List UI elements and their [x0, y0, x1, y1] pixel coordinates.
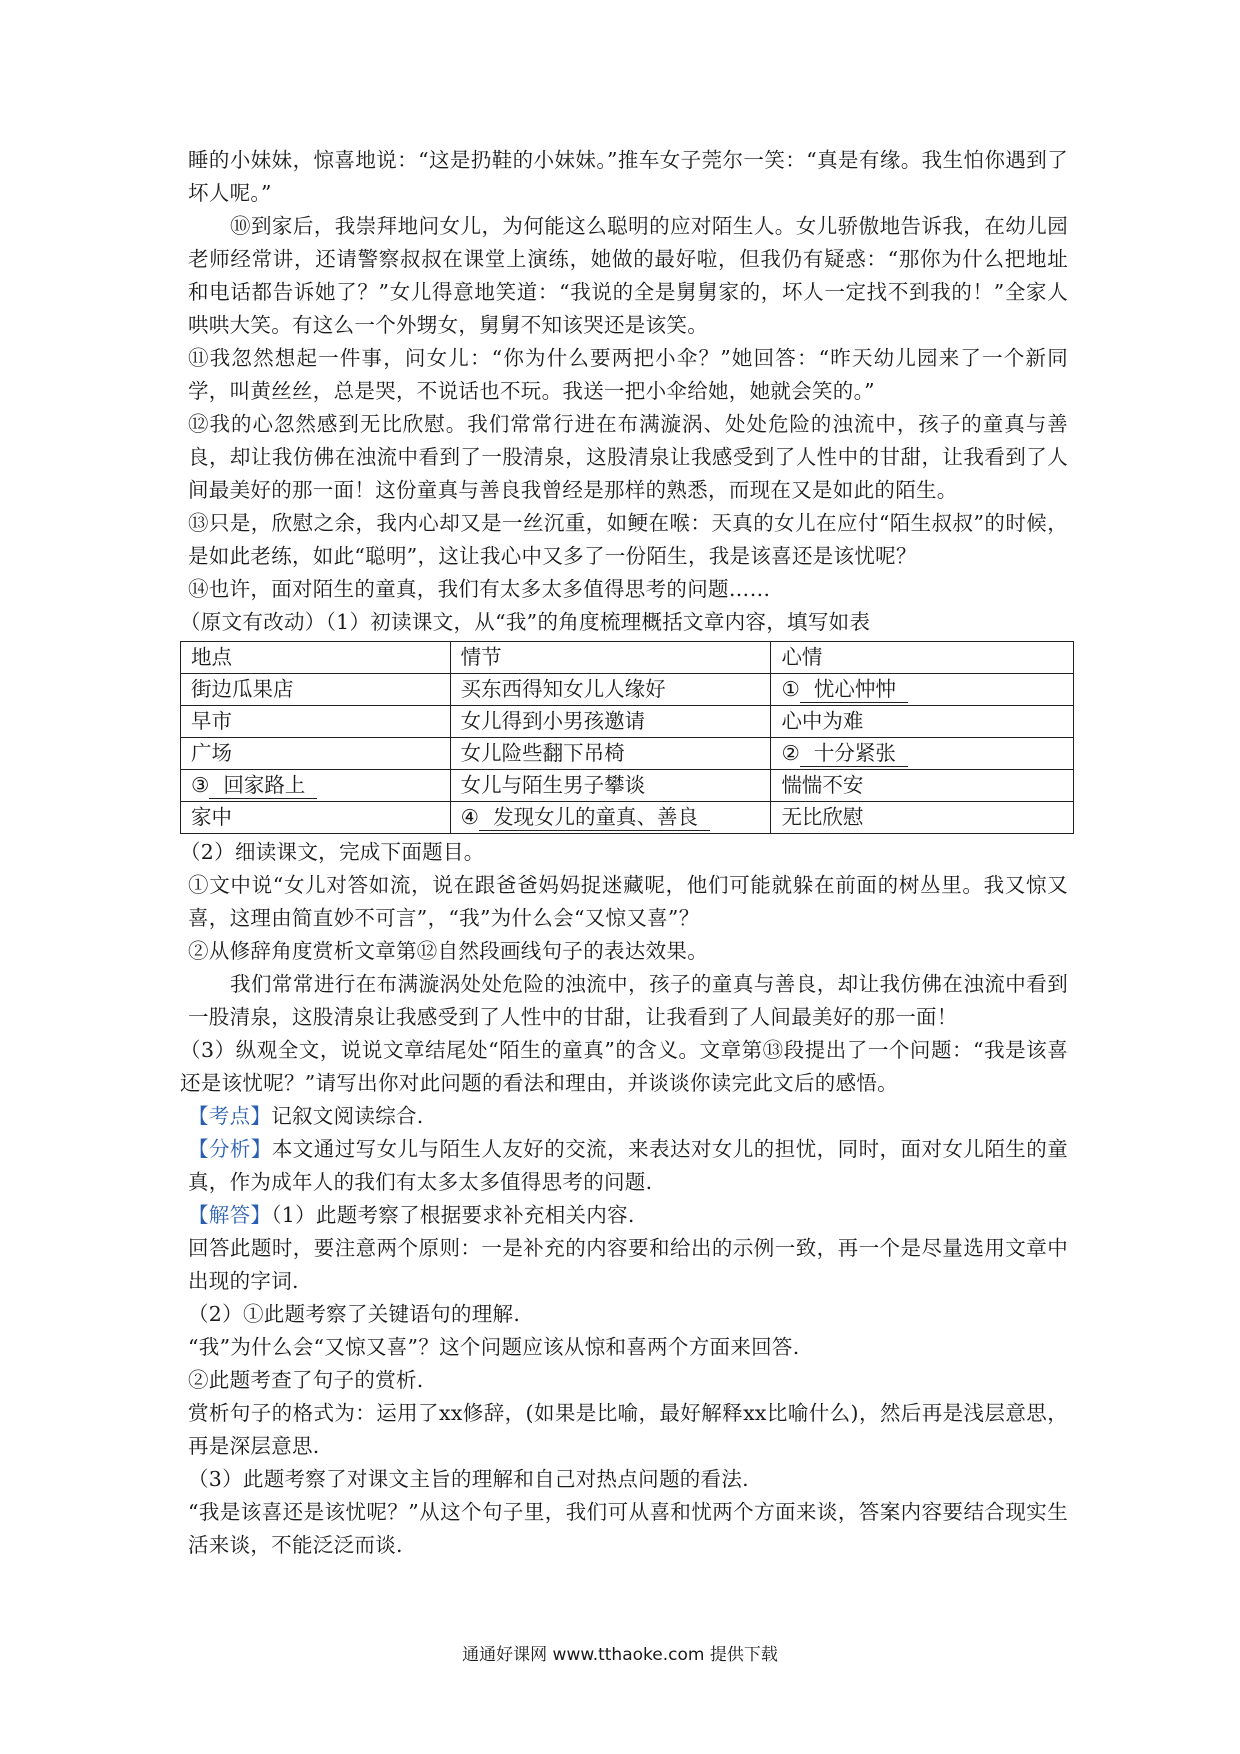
question-2-prompt: （2）细读课文，完成下面题目。	[180, 840, 485, 864]
table-cell: 无比欣慰	[771, 802, 1074, 834]
table-header-cell: 心情	[771, 642, 1074, 674]
analysis-line: “我是该喜还是该忧呢？”从这个句子里，我们可从喜和忧两个方面来谈，答案内容要结合现实生活来谈，不能泛泛而谈.	[188, 1500, 1068, 1557]
analysis-line: ②此题考查了句子的赏析.	[188, 1368, 424, 1392]
passage-paragraph-14: ⑭也许，面对陌生的童真，我们有太多太多值得思考的问题……	[188, 577, 771, 601]
table-cell: 街边瓜果店	[181, 674, 451, 706]
analysis-line: 赏析句子的格式为：运用了xx修辞，(如果是比喻，最好解释xx比喻什么)，然后再是浅层意思，再是深层意思.	[188, 1401, 1068, 1458]
table-cell: 广场	[181, 738, 451, 770]
passage-paragraph-11: ⑪我忽然想起一件事，问女儿：“你为什么要两把小伞？”她回答：“昨天幼儿园来了一个新同学，叫黄丝丝，总是哭，不说话也不玩。我送一把小伞给她，她就会笑的。”	[188, 346, 1068, 403]
table-cell: 女儿险些翻下吊椅	[450, 738, 771, 770]
table-cell: 早市	[181, 706, 451, 738]
analysis-fenxi	[188, 1133, 1068, 1199]
kaodian-text: 记叙文阅读综合.	[271, 1104, 424, 1128]
table-header-row	[181, 642, 1074, 674]
passage-paragraph-12: ⑫我的心忽然感到无比欣慰。我们常常行进在布满漩涡、处处危险的浊流中，孩子的童真与善良，却让我仿佛在浊流中看到了一股清泉，这股清泉让我感受到了人性中的甘甜，让我看到了人间最美好的那一面！这份童真与善良我曾经是那样的熟悉，而现在又是如此的陌生。	[188, 412, 1068, 502]
table-row	[181, 674, 1074, 706]
document-body	[180, 144, 1068, 1562]
answer-blank: 忧心忡忡	[800, 676, 908, 703]
blank-number: ④	[460, 805, 480, 829]
table-row	[181, 770, 1074, 802]
analysis-jieda	[188, 1199, 1068, 1232]
table-cell: 买东西得知女儿人缘好	[450, 674, 771, 706]
analysis-kaodian	[188, 1100, 1068, 1133]
passage-paragraph: 睡的小妹妹，惊喜地说：“这是扔鞋的小妹妹。”推车女子莞尔一笑：“真是有缘。我生怕你遇到了坏人呢。”	[188, 148, 1068, 205]
blank-number: ③	[191, 773, 210, 797]
fenxi-tag: 【分析】	[188, 1137, 272, 1161]
table-cell: 惴惴不安	[771, 770, 1074, 802]
question-1-prompt: （原文有改动）（1）初读课文，从“我”的角度梳理概括文章内容，填写如表	[180, 610, 871, 634]
fenxi-text: 本文通过写女儿与陌生人友好的交流，来表达对女儿的担忧，同时，面对女儿陌生的童真，作为成年人的我们有太多太多值得思考的问题.	[188, 1137, 1068, 1194]
table-cell: 女儿得到小男孩邀请	[450, 706, 771, 738]
table-cell	[450, 802, 771, 834]
blank-number: ②	[781, 741, 800, 765]
kaodian-tag: 【考点】	[188, 1104, 272, 1128]
table-header-cell: 情节	[450, 642, 771, 674]
analysis-line: 回答此题时，要注意两个原则：一是补充的内容要和给出的示例一致，再一个是尽量选用文章中出现的字词.	[188, 1236, 1068, 1293]
table-cell	[181, 770, 451, 802]
table-cell: 家中	[181, 802, 451, 834]
passage-paragraph-13: ⑬只是，欣慰之余，我内心却又是一丝沉重，如鲠在喉：天真的女儿在应付“陌生叔叔”的时候，是如此老练，如此“聪明”，这让我心中又多了一份陌生，我是该喜还是该忧呢？	[188, 511, 1068, 568]
analysis-line: （3）此题考察了对课文主旨的理解和自己对热点问题的看法.	[188, 1467, 749, 1491]
analysis-line: （2）①此题考察了关键语句的理解.	[188, 1302, 521, 1326]
question-2b: ②从修辞角度赏析文章第⑫自然段画线句子的表达效果。	[188, 939, 708, 963]
table-cell	[771, 738, 1074, 770]
table-row	[181, 706, 1074, 738]
jieda-tag: 【解答】	[188, 1203, 272, 1227]
answer-blank: 回家路上	[209, 772, 317, 799]
table-cell: 女儿与陌生男子攀谈	[450, 770, 771, 802]
passage-paragraph-10: ⑩到家后，我崇拜地问女儿，为何能这么聪明的应对陌生人。女儿骄傲地告诉我，在幼儿园老师经常讲，还请警察叔叔在课堂上演练，她做的最好啦，但我仍有疑惑：“那你为什么把地址和电话都告诉她了？”女儿得意地笑道：“我说的全是舅舅家的，坏人一定找不到我的！”全家人哄哄大笑。有这么一个外甥女，舅舅不知该哭还是该笑。	[188, 214, 1068, 337]
jieda-text: （1）此题考察了根据要求补充相关内容.	[271, 1203, 635, 1227]
question-3-prompt: （3）纵观全文，说说文章结尾处“陌生的童真”的含义。文章第⑬段提出了一个问题：“我是该喜还是该忧呢？”请写出你对此问题的看法和理由，并谈谈你读完此文后的感悟。	[180, 1038, 1068, 1095]
table-cell: 心中为难	[771, 706, 1074, 738]
page-footer: 通通好课网 www.tthaoke.com 提供下载	[462, 1645, 778, 1665]
blank-number: ①	[781, 677, 800, 701]
table-header-cell: 地点	[181, 642, 451, 674]
question-2-quote: 我们常常进行在布满漩涡处处危险的浊流中，孩子的童真与善良，却让我仿佛在浊流中看到一股清泉，这股清泉让我感受到了人性中的甘甜，让我看到了人间最美好的那一面！	[188, 972, 1068, 1029]
summary-table	[180, 641, 1074, 834]
table-row	[181, 802, 1074, 834]
question-2a: ①文中说“女儿对答如流，说在跟爸爸妈妈捉迷藏呢，他们可能就躲在前面的树丛里。我又惊又喜，这理由简直妙不可言”，“我”为什么会“又惊又喜”？	[188, 873, 1068, 930]
table-row	[181, 738, 1074, 770]
answer-blank: 发现女儿的童真、善良	[479, 804, 710, 831]
analysis-line: “我”为什么会“又惊又喜”？这个问题应该从惊和喜两个方面来回答.	[188, 1335, 800, 1359]
table-cell	[771, 674, 1074, 706]
answer-blank: 十分紧张	[800, 740, 908, 767]
